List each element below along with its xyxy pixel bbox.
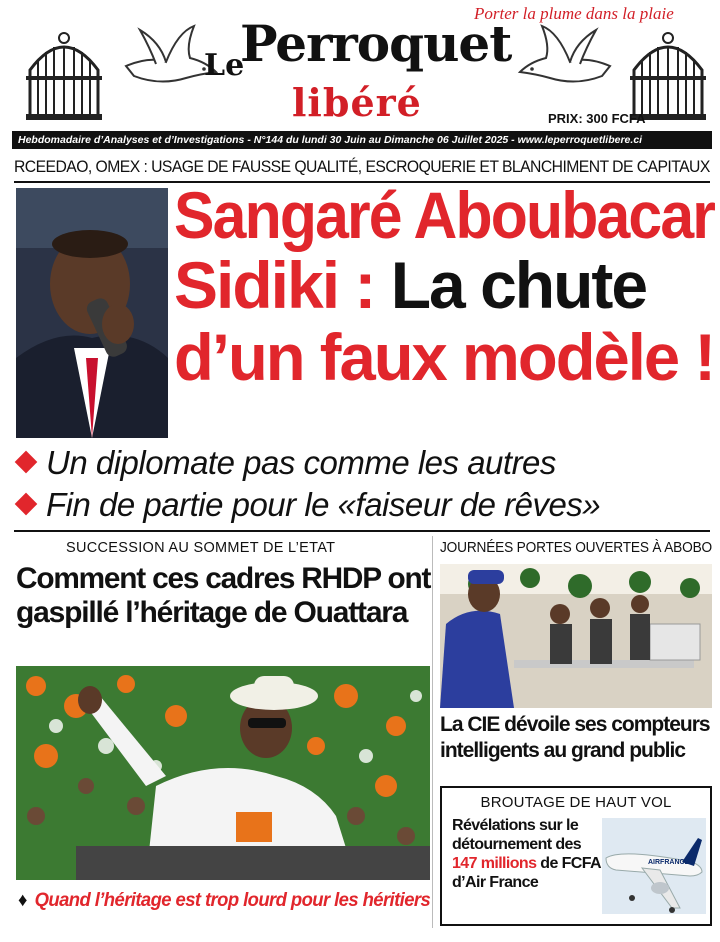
box-story-amount: 147 millions xyxy=(452,855,537,872)
crowd-photo xyxy=(16,666,430,880)
box-story-line-2: détournement des xyxy=(452,836,582,853)
price-label: PRIX: 300 FCFA xyxy=(548,111,646,126)
box-story-line-3 xyxy=(452,854,602,873)
logo-le: Le xyxy=(204,48,245,83)
tagline: Porter la plume dans la plaie xyxy=(474,4,674,23)
masthead xyxy=(0,0,720,130)
subhead-item xyxy=(18,444,556,482)
subhead-text: Fin de partie pour le «faiseur de rêves» xyxy=(46,486,601,523)
right-story-title xyxy=(440,712,712,764)
plane-livery: AIRFRANCE xyxy=(648,859,690,866)
logo-subtitle: libéré xyxy=(292,80,422,125)
meter-demo-photo xyxy=(440,564,712,708)
headline-line-2-black: La chute xyxy=(390,248,647,322)
logo-title: Perroquet xyxy=(240,14,512,73)
column-divider xyxy=(432,536,433,928)
box-story-line-3-rest: de FCFA xyxy=(540,855,601,872)
box-story-line-1: Révélations sur le xyxy=(452,817,579,834)
left-story-caption xyxy=(18,890,430,912)
left-story-title xyxy=(16,562,430,630)
right-story-title-line-1: La CIE dévoile ses compteurs xyxy=(440,713,710,736)
left-story-title-line-1: Comment ces cadres RHDP ont xyxy=(16,562,431,595)
headline-line-2-red: Sidiki : xyxy=(174,248,375,322)
box-story-kicker: BROUTAGE DE HAUT VOL xyxy=(480,794,672,811)
headline-line-3: d’un faux modèle ! xyxy=(174,320,715,394)
birdcage-icon xyxy=(22,30,106,122)
birdcage-icon xyxy=(626,30,710,122)
divider xyxy=(14,530,710,532)
headline-line-2 xyxy=(174,250,646,320)
box-story-line-4: d’Air France xyxy=(452,874,539,891)
rubric-top: RCEEDAO, OMEX : USAGE DE FAUSSE QUALITÉ, ESCROQUERIE ET BLANCHIMENT DE CAPITAUX xyxy=(14,157,710,176)
issue-info-bar: Hebdomadaire d’Analyses et d’Investigations - N°144 du lundi 30 Juin au Dimanche 06 Juillet 2025 - www.leperroquetlibere.ci xyxy=(12,131,712,149)
right-story-title-line-2: intelligents au grand public xyxy=(440,739,686,762)
box-story xyxy=(440,786,712,926)
left-story-caption-text: Quand l’héritage est trop lourd pour les héritiers xyxy=(34,890,431,911)
airplane-photo xyxy=(602,818,706,914)
right-story-kicker: JOURNÉES PORTES OUVERTES À ABOBO xyxy=(440,540,712,556)
headline-line-1: Sangaré Aboubacar xyxy=(174,178,715,252)
diamond-bullet-icon xyxy=(15,451,38,474)
left-story-kicker: SUCCESSION AU SOMMET DE L’ETAT xyxy=(66,540,336,556)
subhead-text: Un diplomate pas comme les autres xyxy=(46,444,556,481)
box-story-text xyxy=(452,816,602,892)
subhead-item xyxy=(18,486,600,524)
portrait-photo xyxy=(16,188,168,438)
dove-icon xyxy=(516,22,616,92)
diamond-bullet-icon xyxy=(15,493,38,516)
left-story-title-line-2: gaspillé l’héritage de Ouattara xyxy=(16,596,408,629)
diamond-bullet-icon: ♦ xyxy=(18,890,27,911)
